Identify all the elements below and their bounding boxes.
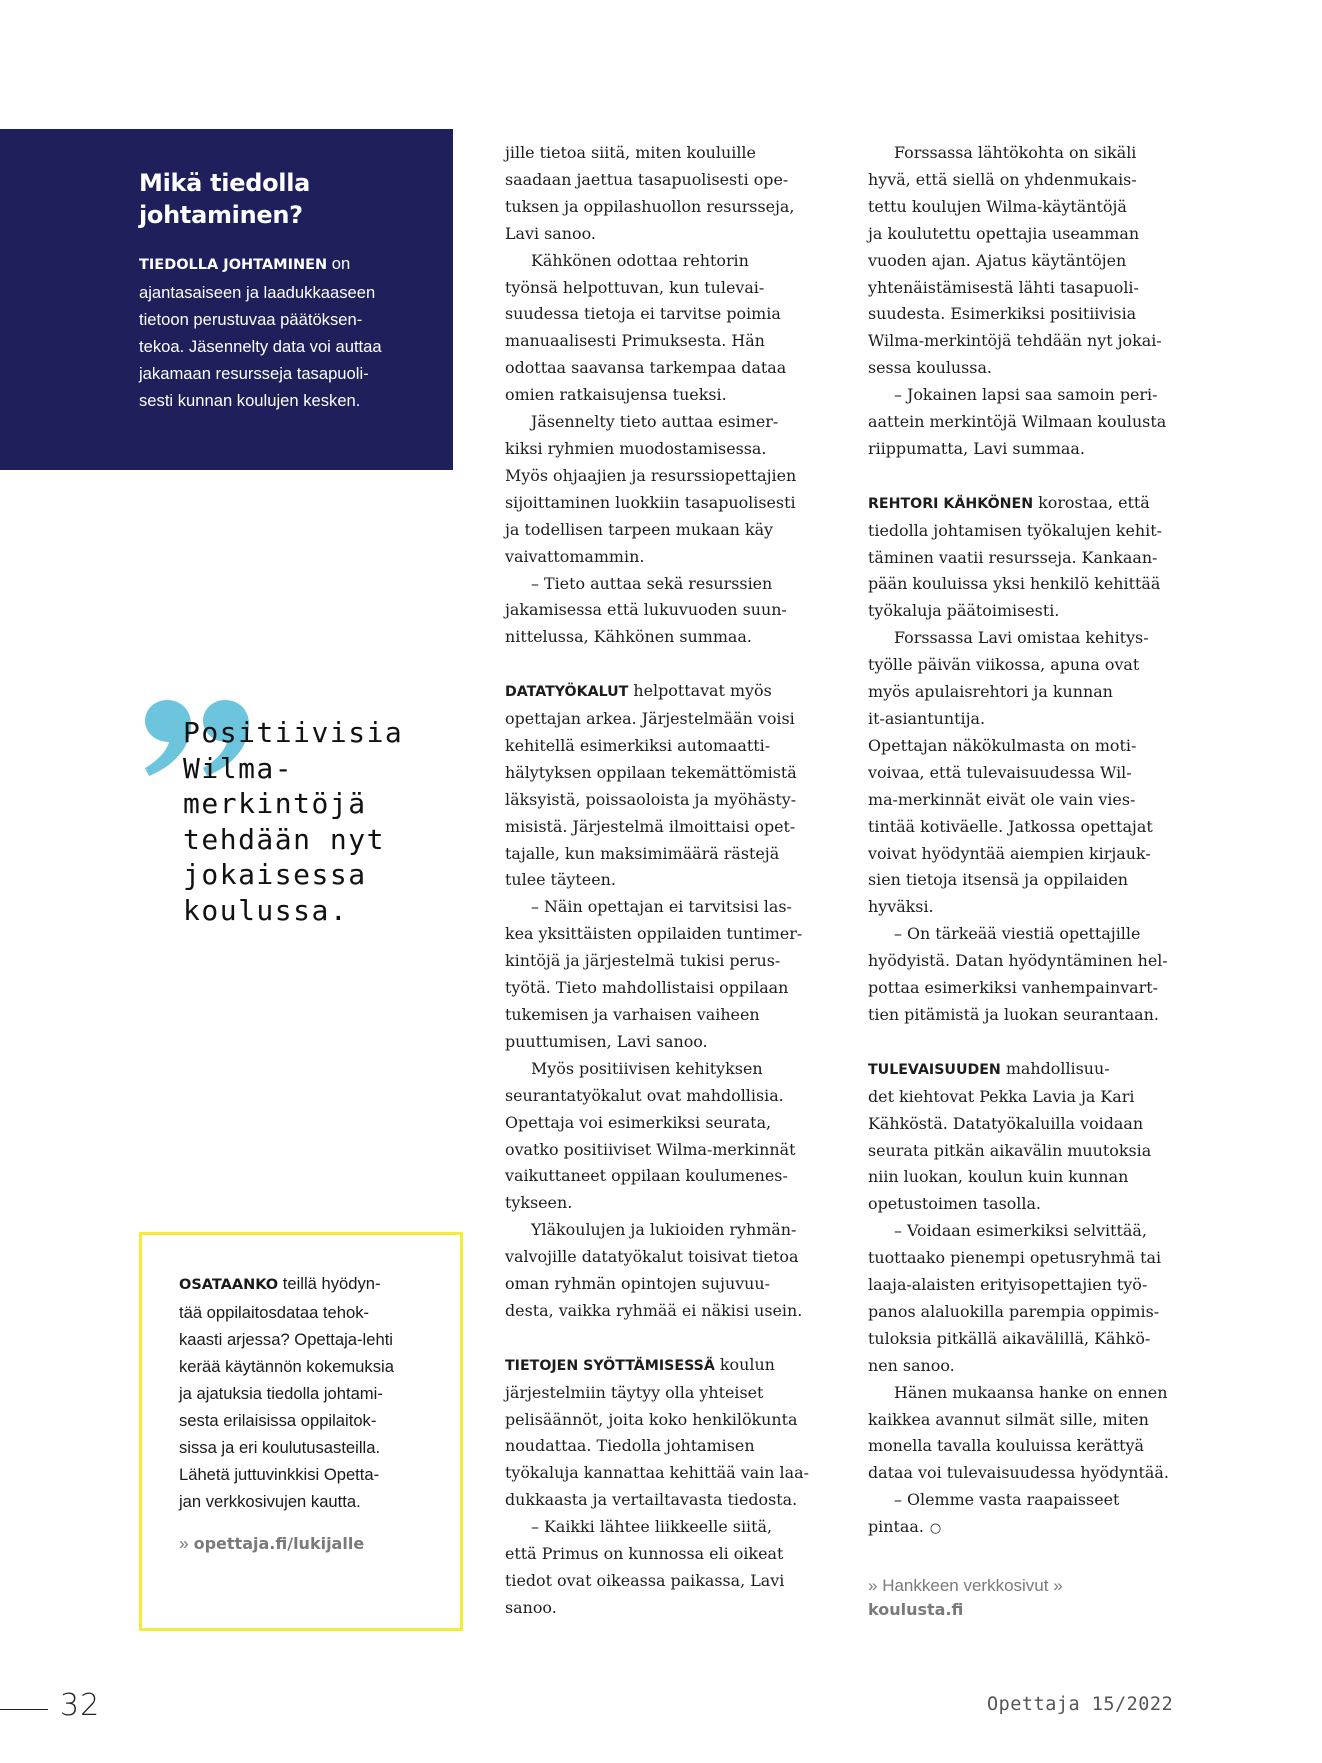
article-column-3 [868, 140, 1203, 1622]
line-text: Jäsennelty tieto auttaa esimer- [531, 412, 779, 432]
text-line [868, 490, 1203, 518]
text-line [505, 1083, 840, 1110]
line-text: kintöjä ja järjestelmä tukisi perus- [505, 951, 781, 971]
text-line [868, 814, 1203, 841]
line-text: kaikkea avannut silmät sille, miten [868, 1409, 1149, 1429]
line-text: ovatko positiiviset Wilma-merkinnät [505, 1139, 796, 1159]
paragraph-gap [868, 463, 1203, 490]
text-line [505, 1002, 840, 1029]
line-text: nittelussa, Kähkönen summaa. [505, 627, 752, 647]
line-text: Yläkoulujen ja lukioiden ryhmän- [531, 1220, 797, 1240]
line-text: tukemisen ja varhaisen vaiheen [505, 1004, 760, 1024]
line-text: misistä. Järjestelmä ilmoittaisi opet- [505, 816, 796, 836]
line-text: Myös positiivisen kehityksen [531, 1058, 763, 1078]
line-text: että Primus on kunnossa eli oikeat [505, 1544, 784, 1564]
text-line [868, 1433, 1203, 1460]
pull-quote [183, 715, 403, 928]
text-line [505, 1433, 840, 1460]
info-box-line: on [327, 254, 351, 273]
text-line [868, 1326, 1203, 1353]
line-text: tiedot ovat oikeassa paikassa, Lavi [505, 1571, 785, 1590]
info-box-line: ajantasaiseen ja laadukkaaseen [139, 283, 376, 302]
text-line [868, 1111, 1203, 1138]
text-line [505, 1352, 840, 1380]
text-line [868, 948, 1203, 975]
text-line [868, 301, 1203, 328]
line-text: Hänen mukaansa hanke on ennen [894, 1382, 1168, 1402]
text-line [505, 221, 840, 248]
line-text: sanoo. [505, 1597, 557, 1617]
line-text: pintaa. [868, 1517, 924, 1537]
end-mark-icon: ○ [929, 1521, 942, 1537]
pull-quote-line: jokaisessa [183, 858, 367, 891]
line-text: voivaa, että tulevaisuudessa Wil- [868, 762, 1132, 782]
line-text: hälytyksen oppilaan tekemättömistä [505, 762, 797, 782]
line-text: ja koulutettu opettajia useamman [868, 223, 1140, 243]
line-text: tiedolla johtamisen työkalujen kehit- [868, 520, 1162, 540]
paragraph [868, 1380, 1203, 1488]
line-text: manuaalisesti Primuksesta. Hän [505, 331, 765, 351]
text-line [868, 1002, 1203, 1029]
line-text: tien pitämistä ja luokan seurantaan. [868, 1004, 1159, 1024]
text-line [505, 355, 840, 382]
line-text: pelisäännöt, joita koko henkilökunta [505, 1409, 798, 1429]
reader-callout-line: kerää käytännön kokemuksia [179, 1357, 394, 1376]
line-text: jakamisessa että lukuvuoden suun- [505, 600, 787, 620]
reader-callout-line: Lähetä juttuvinkkisi Opetta- [179, 1465, 380, 1484]
folio-rule [0, 1709, 48, 1710]
line-text: tykseen. [505, 1193, 573, 1213]
text-line [868, 545, 1203, 572]
text-line [505, 436, 840, 463]
pull-quote-line: tehdään nyt [183, 822, 385, 856]
text-line [868, 1218, 1203, 1245]
text-line [505, 814, 840, 841]
text-line [868, 652, 1203, 679]
line-text: – Tieto auttaa sekä resurssien [531, 573, 773, 593]
line-text: tuottaako pienempi opetusryhmä tai [868, 1248, 1162, 1268]
line-text: sijoittaminen luokkiin tasapuolisesti [505, 492, 796, 512]
paragraph-lead: TIETOJEN SYÖTTÄMISESSÄ [505, 1357, 715, 1374]
paragraph [505, 1217, 840, 1325]
line-text: dataa voi tulevaisuudessa hyödyntää. [868, 1463, 1169, 1483]
line-text: odottaa saavansa tarkempaa dataa [505, 358, 787, 378]
text-line [868, 598, 1203, 625]
line-text: ma-merkinnät eivät ole vain vies- [868, 789, 1136, 809]
text-line [868, 221, 1203, 248]
text-line [505, 248, 840, 275]
line-text: hyväksi. [868, 897, 934, 917]
paragraph [868, 921, 1203, 1029]
text-line [505, 975, 840, 1002]
paragraph [868, 733, 1203, 921]
line-text: valvojille datatyökalut toisivat tietoa [505, 1247, 799, 1267]
text-line [505, 1056, 840, 1083]
page-number: 32 [60, 1688, 101, 1723]
text-line [505, 382, 840, 409]
pull-quote-line: merkintöjä [183, 787, 367, 820]
line-text: mahdollisuu- [1000, 1058, 1110, 1078]
line-text: täminen vaatii resursseja. Kankaan- [868, 547, 1158, 567]
text-line [868, 706, 1203, 733]
project-link-label: Hankkeen verkkosivut [882, 1575, 1049, 1595]
line-text: tintää kotiväelle. Jatkossa opettajat [868, 816, 1153, 836]
reader-link[interactable] [179, 1533, 364, 1554]
text-line [868, 1056, 1203, 1084]
line-text: – Kaikki lähtee liikkeelle siitä, [531, 1517, 773, 1537]
text-line [505, 706, 840, 733]
text-line [505, 301, 840, 328]
text-line [505, 1568, 840, 1595]
paragraph [868, 625, 1203, 733]
info-box-body [139, 250, 439, 414]
text-line [868, 1272, 1203, 1299]
line-text: omien ratkaisujensa tueksi. [505, 385, 727, 405]
text-line [868, 787, 1203, 814]
line-text: kehitellä esimerkiksi automaatti- [505, 735, 771, 755]
line-text: koulun [714, 1354, 775, 1374]
line-text: tettu koulujen Wilma-käytäntöjä [868, 196, 1127, 216]
text-line [505, 1380, 840, 1407]
text-line [868, 1353, 1203, 1380]
text-line [505, 275, 840, 302]
reader-callout-line: tää oppilaitosdataa tehok- [179, 1303, 370, 1322]
text-line [868, 1514, 1203, 1543]
text-line [505, 894, 840, 921]
text-line [868, 975, 1203, 1002]
line-text: panos alaluokilla parempia oppimis- [868, 1301, 1160, 1321]
line-text: tulee täyteen. [505, 870, 616, 890]
chevron-right-icon: » [1048, 1575, 1063, 1595]
line-text: puuttumisen, Lavi sanoo. [505, 1031, 708, 1051]
text-line [505, 1110, 840, 1137]
paragraph-lead: REHTORI KÄHKÖNEN [868, 495, 1034, 512]
line-text: Wilma-merkintöjä tehdään nyt jokai- [868, 331, 1162, 351]
line-text: järjestelmiin täytyy olla yhteiset [505, 1382, 764, 1402]
text-line [505, 624, 840, 651]
line-text: työlle päivän viikossa, apuna ovat [868, 655, 1140, 675]
line-text: Forssassa Lavi omistaa kehitys- [894, 628, 1149, 648]
paragraph [505, 1056, 840, 1217]
text-line [505, 1514, 840, 1541]
text-line [505, 517, 840, 544]
line-text: sien tietoja itsensä ja oppilaiden [868, 870, 1129, 890]
paragraph-gap [868, 1543, 1203, 1570]
line-text: kea yksittäisten oppilaiden tuntimer- [505, 924, 803, 944]
info-box-line: tietoon perustuvaa päätöksen- [139, 310, 363, 329]
line-text: nen sanoo. [868, 1355, 955, 1375]
text-line [505, 921, 840, 948]
text-line [505, 544, 840, 571]
chevron-right-icon: » [868, 1575, 883, 1595]
paragraph [868, 140, 1203, 382]
paragraph-gap [868, 1029, 1203, 1056]
paragraph [505, 140, 840, 248]
text-line [505, 1487, 840, 1514]
reader-callout-line: ja ajatuksia tiedolla johtami- [179, 1384, 383, 1403]
line-text: – Voidaan esimerkiksi selvittää, [894, 1221, 1147, 1241]
line-text: Forssassa lähtökohta on sikäli [894, 143, 1137, 162]
text-line [868, 571, 1203, 598]
paragraph-gap [505, 651, 840, 678]
line-text: it-asiantuntija. [868, 709, 986, 729]
paragraph [505, 894, 840, 1055]
text-line [868, 140, 1203, 167]
line-text: – Olemme vasta raapaisseet [894, 1490, 1120, 1510]
line-text: ja todellisen tarpeen mukaan käy [505, 519, 774, 539]
line-text: seurata pitkän aikavälin muutoksia [868, 1140, 1152, 1160]
line-text: det kiehtovat Pekka Lavia ja Kari [868, 1086, 1135, 1106]
text-line [505, 867, 840, 894]
info-box-line: sesti kunnan koulujen kesken. [139, 391, 361, 410]
text-line [505, 1029, 840, 1056]
text-line [868, 1299, 1203, 1326]
paragraph-lead: TULEVAISUUDEN [868, 1061, 1001, 1078]
text-line [505, 733, 840, 760]
line-text: – On tärkeää viestiä opettajille [894, 924, 1141, 944]
line-text: hyödyistä. Datan hyödyntäminen hel- [868, 951, 1168, 971]
info-box-lead: TIEDOLLA JOHTAMINEN [139, 257, 328, 273]
text-line [505, 678, 840, 706]
line-text: työkaluja kannattaa kehittää vain laa- [505, 1463, 809, 1483]
pull-quote-line: Positiivisia [183, 716, 404, 749]
paragraph [505, 1514, 840, 1622]
text-line [868, 194, 1203, 221]
paragraph [505, 409, 840, 570]
text-line [868, 1164, 1203, 1191]
line-text: tuloksia pitkällä aikavälillä, Kähkö- [868, 1328, 1151, 1348]
line-text: Lavi sanoo. [505, 223, 596, 243]
line-text: dukkaasta ja vertailtavasta tiedosta. [505, 1490, 798, 1510]
text-line [505, 948, 840, 975]
text-line [505, 1163, 840, 1190]
text-line [868, 1138, 1203, 1165]
line-text: Opettajan näkökulmasta on moti- [868, 735, 1137, 755]
line-text: Kähkönen odottaa rehtorin [531, 250, 749, 270]
pull-quote-line: Wilma- [183, 751, 294, 785]
line-text: jille tietoa siitä, miten kouluille [505, 143, 756, 162]
line-text: riippumatta, Lavi summaa. [868, 438, 1085, 458]
line-text: voivat hyödyntää aiempien kirjauk- [868, 843, 1151, 863]
text-line [505, 571, 840, 598]
text-line [505, 463, 840, 490]
line-text: monella tavalla kouluissa kerättyä [868, 1436, 1144, 1456]
issue-label: Opettaja 15/2022 [987, 1694, 1174, 1715]
text-line [505, 328, 840, 355]
text-line [505, 1244, 840, 1271]
line-text: pään kouluissa yksi henkilö kehittää [868, 574, 1161, 594]
text-line [868, 1487, 1203, 1514]
reader-callout-line: kaasti arjessa? Opettaja-lehti [179, 1330, 393, 1349]
paragraph-lead: DATATYÖKALUT [505, 684, 629, 701]
line-text: laaja-alaisten erityisopettajien työ- [868, 1275, 1148, 1295]
line-text: työtä. Tieto mahdollistaisi oppilaan [505, 978, 789, 998]
line-text: Kähköstä. Datatyökaluilla voidaan [868, 1113, 1144, 1133]
info-box-title-line: Mikä tiedolla [139, 169, 311, 197]
text-line [868, 328, 1203, 355]
line-text: Opettaja voi esimerkiksi seurata, [505, 1112, 772, 1132]
pull-quote-line: koulussa. [183, 893, 349, 927]
chevron-right-icon: » [179, 1533, 194, 1553]
paragraph [868, 1218, 1203, 1379]
line-text: vaivattomammin. [505, 546, 645, 566]
project-link[interactable] [868, 1574, 1203, 1622]
text-line [868, 518, 1203, 545]
text-line [868, 679, 1203, 706]
paragraph [505, 248, 840, 409]
text-line [868, 921, 1203, 948]
text-line [505, 1541, 840, 1568]
info-box-title [139, 167, 439, 231]
text-line [868, 1407, 1203, 1434]
line-text: tuksen ja oppilashuollon resursseja, [505, 196, 795, 216]
line-text: aattein merkintöjä Wilmaan koulusta [868, 412, 1167, 432]
text-line [505, 194, 840, 221]
text-line [505, 1137, 840, 1164]
text-line [868, 867, 1203, 894]
line-text: Myös ohjaajien ja resurssiopettajien [505, 465, 797, 485]
paragraph [505, 678, 840, 894]
text-line [505, 167, 840, 194]
text-line [868, 625, 1203, 652]
line-text: myös apulaisrehtori ja kunnan [868, 682, 1113, 702]
reader-callout-line: sissa ja eri koulutusasteilla. [179, 1438, 381, 1457]
text-line [505, 409, 840, 436]
line-text: desta, vaikka ryhmää ei näkisi usein. [505, 1300, 803, 1320]
paragraph [868, 490, 1203, 626]
line-text: työnsä helpottuvan, kun tulevai- [505, 277, 765, 297]
reader-link-url[interactable]: opettaja.fi/lukijalle [193, 1534, 365, 1553]
text-line [868, 894, 1203, 921]
text-line [868, 760, 1203, 787]
text-line [505, 1595, 840, 1622]
line-text: kiksi ryhmien muodostamisessa. [505, 438, 767, 458]
line-text: suudesta. Esimerkiksi positiivisia [868, 304, 1137, 324]
text-line [868, 382, 1203, 409]
text-line [868, 1245, 1203, 1272]
info-box-line: tekoa. Jäsennelty data voi auttaa [139, 337, 382, 356]
text-line [505, 841, 840, 868]
paragraph [868, 382, 1203, 463]
line-text: opettajan arkea. Järjestelmään voisi [505, 709, 795, 729]
text-line [868, 167, 1203, 194]
text-line [505, 1217, 840, 1244]
project-link-url[interactable]: koulusta.fi [868, 1599, 964, 1619]
text-line [868, 1460, 1203, 1487]
text-line [505, 1190, 840, 1217]
line-text: hyvä, että siellä on yhdenmukais- [868, 169, 1137, 189]
text-line [505, 1271, 840, 1298]
line-text: noudattaa. Tiedolla johtamisen [505, 1436, 755, 1456]
line-text: – Näin opettajan ei tarvitsisi las- [531, 897, 792, 917]
reader-callout-line: jan verkkosivujen kautta. [179, 1492, 361, 1511]
paragraph [505, 571, 840, 652]
text-line [505, 760, 840, 787]
info-box-title-line: johtaminen? [139, 201, 303, 229]
text-line [505, 490, 840, 517]
text-line [505, 597, 840, 624]
line-text: vaikuttaneet oppilaan koulumenes- [505, 1166, 788, 1186]
reader-callout-lead: OSATAANKO [179, 1277, 279, 1293]
text-line [505, 140, 840, 167]
text-line [868, 275, 1203, 302]
reader-callout-text [179, 1270, 394, 1515]
line-text: sessa koulussa. [868, 358, 992, 378]
line-text: pottaa esimerkiksi vanhempainvart- [868, 978, 1159, 998]
paragraph [868, 1056, 1203, 1218]
line-text: oman ryhmän opintojen sujuvuu- [505, 1274, 771, 1294]
line-text: suudessa tietoja ei tarvitse poimia [505, 304, 781, 324]
line-text: läksyistä, poissaoloista ja myöhästy- [505, 789, 797, 809]
paragraph [868, 1487, 1203, 1543]
line-text: – Jokainen lapsi saa samoin peri- [894, 385, 1158, 405]
line-text: opetustoimen tasolla. [868, 1194, 1041, 1214]
text-line [505, 1407, 840, 1434]
text-line [868, 1084, 1203, 1111]
line-text: tajalle, kun maksimimäärä rästejä [505, 843, 780, 863]
line-text: työkaluja päätoimisesti. [868, 601, 1060, 621]
paragraph [505, 1352, 840, 1514]
text-line [868, 1191, 1203, 1218]
text-line [505, 1298, 840, 1325]
article-column-2 [505, 140, 840, 1622]
line-text: saadaan jaettua tasapuolisesti ope- [505, 169, 789, 189]
reader-callout-line: teillä hyödyn- [278, 1274, 381, 1293]
text-line [505, 1460, 840, 1487]
text-line [868, 733, 1203, 760]
text-line [868, 841, 1203, 868]
line-text: seurantatyökalut ovat mahdollisia. [505, 1085, 784, 1105]
info-box-line: jakamaan resursseja tasapuoli- [139, 364, 369, 383]
line-text: yhtenäistämisestä lähti tasapuoli- [868, 277, 1139, 297]
text-line [868, 409, 1203, 436]
paragraph-gap [505, 1325, 840, 1352]
text-line [505, 787, 840, 814]
line-text: niin luokan, koulun kuin kunnan [868, 1167, 1129, 1187]
line-text: vuoden ajan. Ajatus käytäntöjen [868, 250, 1127, 270]
text-line [868, 355, 1203, 382]
text-line [868, 248, 1203, 275]
line-text: helpottavat myös [628, 681, 772, 701]
reader-callout-line: sesta erilaisissa oppilaitok- [179, 1411, 377, 1430]
text-line [868, 1380, 1203, 1407]
text-line [868, 436, 1203, 463]
line-text: korostaa, että [1033, 492, 1150, 512]
